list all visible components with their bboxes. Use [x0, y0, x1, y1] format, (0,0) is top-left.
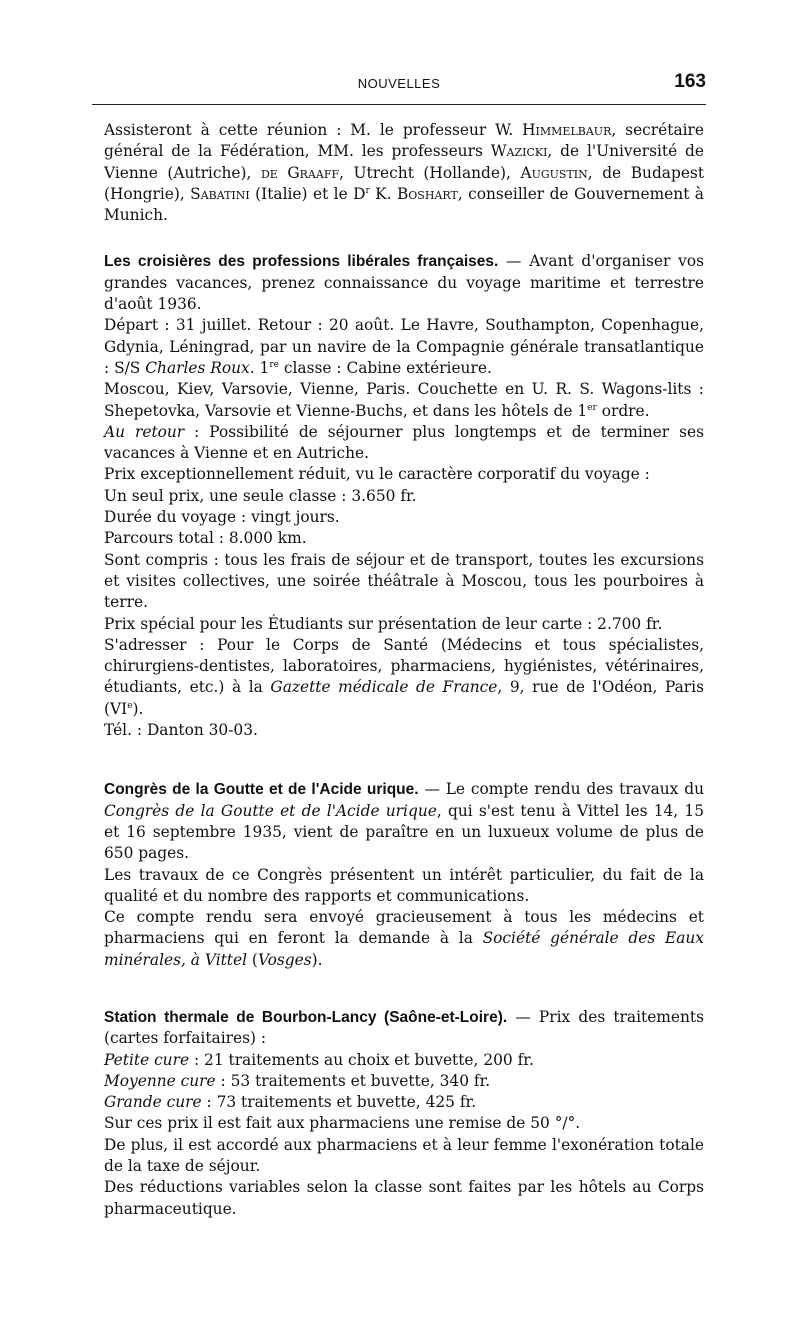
- text: : 53 traitements et buvette, 340 fr.: [215, 1071, 491, 1090]
- paragraph: Sont compris : tous les frais de séjour et de transport, toutes les excursions et visites collectives, une soirée théâtrale à Moscou, tous les pourboires à terre.: [104, 550, 704, 612]
- lead-text: — Avant d'organiser vos grandes vacances, prenez connaissance du voyage maritime et terrestre d'août 1936.: [104, 252, 704, 314]
- intro-text: , Utrecht (Hollande),: [339, 163, 521, 182]
- paragraph: [104, 635, 704, 720]
- page-header: [92, 71, 706, 98]
- page-body: [104, 120, 704, 1220]
- text: ).: [132, 699, 144, 718]
- section-heading: Station thermale de Bourbon-Lancy (Saône-et-Loire).: [104, 1008, 508, 1026]
- section-congres: [104, 779, 704, 971]
- paragraph: Les travaux de ce Congrès présentent un intérêt particulier, du fait de la qualité et du nombre des rapports et communications.: [104, 865, 704, 905]
- text: ordre.: [596, 401, 650, 420]
- section-lead: [104, 779, 704, 864]
- paragraph: Prix exceptionnellement réduit, vu le caractère corporatif du voyage :: [104, 465, 650, 484]
- section-croisieres: [104, 251, 704, 741]
- paragraph: [104, 422, 704, 465]
- text: : 21 traitements au choix et buvette, 200 fr.: [189, 1050, 534, 1069]
- section-heading: Les croisières des professions libérales françaises.: [104, 253, 499, 271]
- running-title: NOUVELLES: [357, 76, 441, 91]
- section-lead: [104, 251, 704, 315]
- list-item: [104, 1050, 704, 1071]
- intro-text: (Italie) et le D: [249, 184, 366, 203]
- list-item: [104, 1092, 704, 1113]
- paragraph: [104, 315, 704, 379]
- paragraph: [104, 379, 704, 422]
- list-item: [104, 1071, 704, 1092]
- name: de Graaff: [260, 163, 340, 182]
- name: Augustin: [520, 163, 588, 182]
- intro-text: , de l'Université de Vienne (Autriche),: [104, 142, 704, 182]
- intro-text: , conseiller de Gouvernement à Munich.: [104, 184, 704, 225]
- name: Wazicki: [490, 142, 548, 161]
- paragraph: [104, 907, 704, 971]
- lead-text: — Le compte rendu des travaux du: [418, 780, 704, 799]
- intro-text: K.: [369, 184, 397, 203]
- italic-text: Vosges: [257, 950, 312, 969]
- paragraph: Tél. : Danton 30-03.: [104, 721, 258, 740]
- intro-text: , secrétaire général de la Fédération, MM. les professeurs: [104, 121, 705, 161]
- text: ).: [311, 950, 323, 969]
- intro-text: , de Budapest (Hongrie),: [104, 163, 705, 203]
- section-lead: [104, 1007, 704, 1050]
- italic-text: Moyenne cure: [104, 1071, 216, 1090]
- publication-name: Gazette médicale de France: [270, 678, 498, 697]
- lead-text: — Prix des traitements (cartes forfaitaires) :: [104, 1007, 705, 1048]
- intro-text: Assisteront à cette réunion : M. le professeur W.: [104, 121, 523, 139]
- italic-text: Petite cure: [104, 1050, 190, 1069]
- paragraph: Durée du voyage : vingt jours.: [104, 508, 340, 527]
- text: Départ : 31 juillet. Retour : 20 août. Le Havre, Southampton, Copenhague, Gdynia, Léningrad, par un navire de la Compagnie générale transatlantique : S/S: [104, 316, 704, 377]
- section-heading: Congrès de la Goutte et de l'Acide urique.: [104, 781, 419, 799]
- paragraph: De plus, il est accordé aux pharmaciens et à leur femme l'exonération totale de la taxe de séjour.: [104, 1135, 704, 1176]
- header-rule: [92, 104, 706, 105]
- superscript: re: [269, 359, 279, 370]
- text: , 9, rue de l'Odéon, Paris (VI: [104, 678, 704, 718]
- text: : 73 traitements et buvette, 425 fr.: [201, 1093, 477, 1112]
- section-station: [104, 1007, 704, 1220]
- paragraph: Sur ces prix il est fait aux pharmaciens une remise de 50 °/°.: [104, 1114, 581, 1133]
- text: (: [247, 950, 258, 969]
- paragraph: Un seul prix, une seule classe : 3.650 fr.: [104, 486, 417, 505]
- superscript: r: [365, 185, 370, 196]
- ship-name: Charles Roux: [145, 358, 250, 377]
- text: : Possibilité de séjourner plus longtemps et de terminer ses vacances à Vienne et en Autriche.: [104, 422, 705, 463]
- paragraph: Prix spécial pour les Étudiants sur présentation de leur carte : 2.700 fr.: [104, 614, 663, 633]
- intro-paragraph: [104, 120, 704, 226]
- italic-text: Congrès de la Goutte et de l'Acide urique: [104, 801, 437, 820]
- page-number: 163: [674, 71, 706, 92]
- italic-text: Au retour: [104, 422, 185, 441]
- italic-text: Société générale des Eaux minérales, à Vittel: [104, 929, 704, 969]
- superscript: er: [587, 402, 597, 413]
- text: Moscou, Kiev, Varsovie, Vienne, Paris. Couchette en U. R. S. Wagons-lits : Shepetovka, Varsovie et Vienne-Buchs, et dans les hôtels de 1: [104, 380, 704, 420]
- text: . 1: [249, 358, 270, 377]
- paragraph: Des réductions variables selon la classe sont faites par les hôtels au Corps pharmaceutique.: [104, 1178, 704, 1218]
- name: Boshart: [396, 184, 458, 203]
- text: Ce compte rendu sera envoyé gracieusement à tous les médecins et pharmaciens qui en feront la demande à la: [104, 908, 704, 948]
- name: Sabatini: [190, 184, 250, 203]
- superscript: e: [127, 700, 133, 711]
- text: S'adresser : Pour le Corps de Santé (Médecins et tous spécialistes, chirurgiens-dentistes, laboratoires, pharmaciens, hygiénistes, vétérinaires, étudiants, etc.) à la: [104, 635, 704, 697]
- lead-text: , qui s'est tenu à Vittel les 14, 15 et 16 septembre 1935, vient de paraître en un luxueux volume de plus de 650 pages.: [104, 801, 704, 863]
- paragraph: Parcours total : 8.000 km.: [104, 529, 307, 548]
- italic-text: Grande cure: [104, 1093, 202, 1112]
- name: Himmelbaur: [522, 121, 612, 139]
- text: classe : Cabine extérieure.: [278, 358, 492, 377]
